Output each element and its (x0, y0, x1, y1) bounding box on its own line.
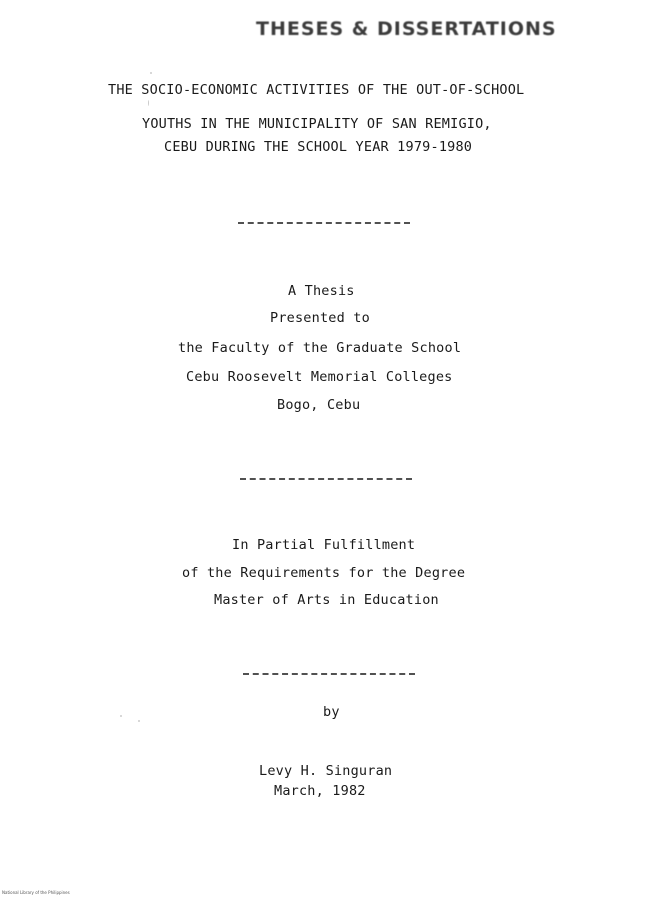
college-location: Bogo, Cebu (277, 397, 361, 413)
degree-line: Master of Arts in Education (214, 592, 439, 608)
by-label: by (323, 704, 340, 720)
scan-speck (148, 100, 149, 106)
title-line-1: THE SOCIO-ECONOMIC ACTIVITIES OF THE OUT-OF-SCHOOL (108, 82, 525, 98)
presented-to: Presented to (270, 310, 370, 326)
author-name: Levy H. Singuran (259, 763, 393, 779)
fulfillment-line-2: of the Requirements for the Degree (182, 565, 466, 581)
submission-date: March, 1982 (274, 783, 366, 799)
library-footer: National Library of the Philippines (2, 890, 70, 895)
fulfillment-line-1: In Partial Fulfillment (232, 537, 416, 553)
theses-dissertations-stamp: THESES & DISSERTATIONS (256, 18, 557, 40)
college-name: Cebu Roosevelt Memorial Colleges (186, 369, 453, 385)
section-divider-2 (240, 478, 412, 480)
scan-speck (138, 720, 140, 722)
scan-speck (120, 715, 122, 717)
title-line-2: YOUTHS IN THE MUNICIPALITY OF SAN REMIGIO, (142, 116, 492, 132)
thesis-label: A Thesis (288, 283, 355, 299)
section-divider-1 (238, 222, 410, 224)
faculty-line: the Faculty of the Graduate School (178, 340, 462, 356)
title-line-3: CEBU DURING THE SCHOOL YEAR 1979-1980 (164, 139, 473, 155)
scan-speck (150, 72, 152, 74)
section-divider-3 (243, 673, 415, 675)
